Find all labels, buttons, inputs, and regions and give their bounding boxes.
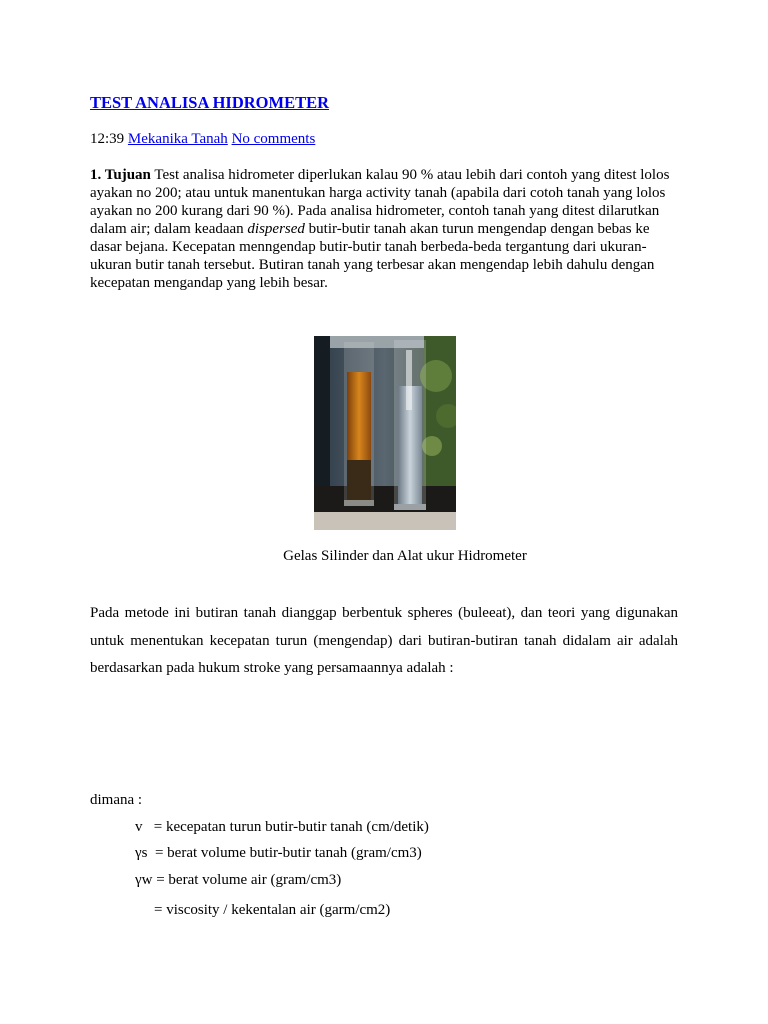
article-title-link[interactable]: TEST ANALISA HIDROMETER: [90, 93, 330, 112]
intro-text-2: butir-butir tanah akan turun mengendap dengan bebas ke dasar bejana. Kecepatan menngendap butir-butir tanah berbeda-beda tergantung dari ukuran-ukuran butir tanah tersebut. Butiran tanah yang terbesar akan mengendap lebih dahulu dengan kecepatan mengandap yang lebih besar.: [90, 221, 655, 291]
hydrometer-photo: [314, 336, 456, 530]
body-paragraph: Pada metode ini butiran tanah dianggap berbentuk spheres (buleeat), dan teori yang digunakan untuk menentukan kecepatan turun (mengendap) dari butiran-butiran tanah didalam air adalah berdasarkan pada hukum stroke yang persamaannya adalah :: [90, 605, 678, 676]
intro-italic-word: dispersed: [247, 221, 305, 237]
definition-gamma-s: γs = berat volume butir-butir tanah (gram/cm3): [135, 845, 422, 861]
category-link[interactable]: Mekanika Tanah: [127, 131, 228, 147]
post-meta: [90, 131, 315, 148]
intro-heading: 1. Tujuan: [90, 167, 151, 183]
intro-paragraph: [90, 166, 680, 292]
definition-viscosity: = viscosity / kekentalan air (garm/cm2): [154, 902, 391, 918]
post-time: 12:39: [90, 131, 125, 147]
definition-v: v = kecepatan turun butir-butir tanah (cm/detik): [135, 819, 429, 835]
where-label: dimana :: [90, 792, 143, 808]
definition-gamma-w: γw = berat volume air (gram/cm3): [135, 872, 342, 888]
figure-caption: Gelas Silinder dan Alat ukur Hidrometer: [283, 548, 527, 564]
comments-link[interactable]: No comments: [231, 131, 316, 147]
intro-text-1: Test analisa hidrometer diperlukan kalau 90 % atau lebih dari contoh yang ditest lolos ayakan no 200; atau untuk manentukan harga activity tanah (apabila dari cotoh tanah yang lolos ayakan no 200 kurang dari 90 %). Pada analisa hidrometer, contoh tanah yang ditest dilarutkan dalam air; dalam keadaan: [90, 167, 670, 237]
